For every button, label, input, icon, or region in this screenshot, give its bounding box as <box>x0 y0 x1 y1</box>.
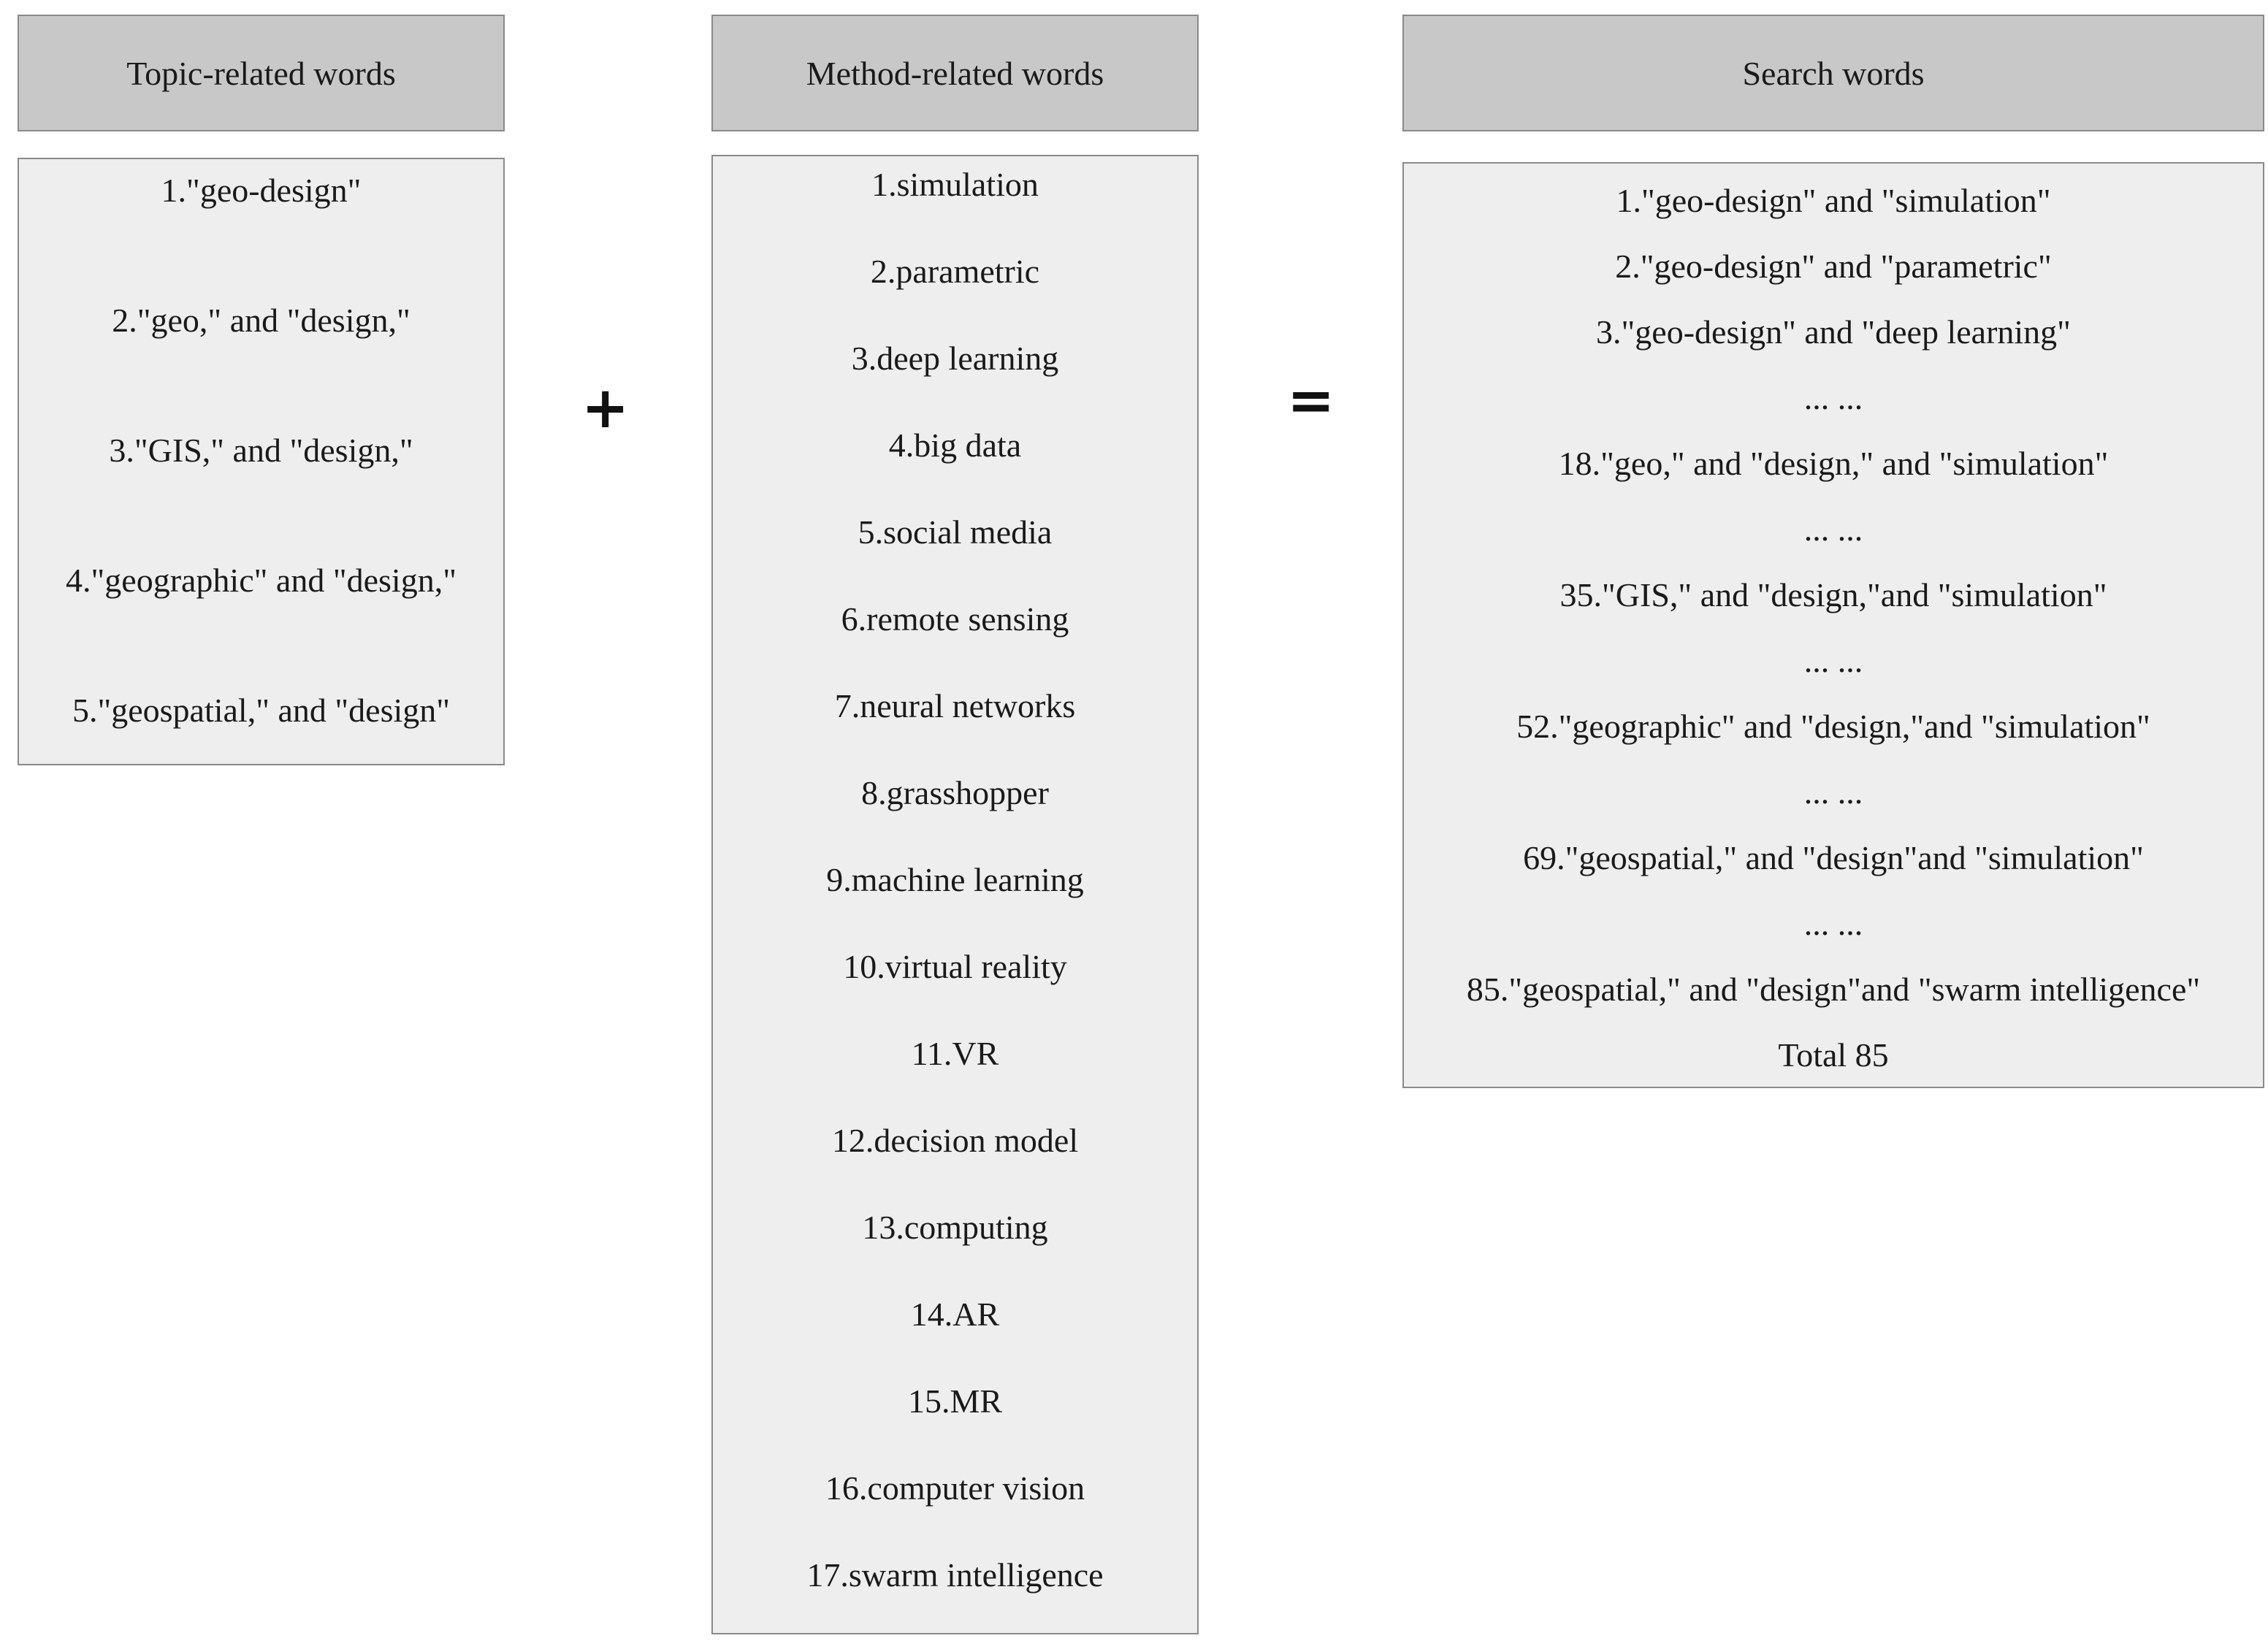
list-item: 52."geographic" and "design,"and "simulation" <box>1516 708 2150 745</box>
search-header <box>1402 15 2264 131</box>
list-item: 10.virtual reality <box>843 948 1067 985</box>
equals-operator: = <box>1287 368 1335 434</box>
list-item: 17.swarm intelligence <box>806 1556 1104 1594</box>
list-item: 2."geo-design" and "parametric" <box>1615 248 2052 285</box>
list-item: 18."geo," and "design," and "simulation" <box>1558 445 2109 482</box>
list-item: 7.neural networks <box>834 687 1076 724</box>
search-header-label: Search words <box>1742 54 1925 92</box>
list-item: ... ... <box>1803 773 1863 811</box>
list-item: ... ... <box>1803 379 1863 416</box>
list-item: 1."geo-design" <box>161 172 362 209</box>
topic-header-label: Topic-related words <box>126 54 396 92</box>
list-item: ... ... <box>1803 642 1863 679</box>
plus-operator: + <box>581 375 630 441</box>
method-header-label: Method-related words <box>806 54 1104 92</box>
topic-list <box>18 158 505 765</box>
list-item: 5."geospatial," and "design" <box>72 692 451 729</box>
list-item: 35."GIS," and "design,"and "simulation" <box>1559 576 2107 613</box>
list-item: 6.remote sensing <box>841 600 1069 638</box>
method-header <box>711 15 1199 131</box>
list-item: ... ... <box>1803 510 1863 548</box>
list-item: 2.parametric <box>870 253 1040 290</box>
total-count: Total 85 <box>1778 1036 1889 1074</box>
list-item: 69."geospatial," and "design"and "simulation" <box>1523 839 2144 876</box>
list-item: 2."geo," and "design," <box>112 302 411 339</box>
list-item: 4."geographic" and "design," <box>66 562 457 599</box>
list-item: ... ... <box>1803 905 1863 942</box>
list-item: 3."GIS," and "design," <box>109 432 413 469</box>
search-list <box>1402 162 2264 1088</box>
topic-header <box>18 15 505 131</box>
list-item: 16.computer vision <box>825 1469 1085 1507</box>
list-item: 1."geo-design" and "simulation" <box>1616 182 2051 219</box>
list-item: 13.computing <box>862 1209 1048 1246</box>
list-item: 85."geospatial," and "design"and "swarm intelligence" <box>1466 971 2201 1008</box>
list-item: 11.VR <box>911 1035 999 1072</box>
list-item: 1.simulation <box>871 166 1039 203</box>
list-item: 14.AR <box>910 1296 1000 1333</box>
method-list <box>711 155 1199 1634</box>
list-item: 9.machine learning <box>826 861 1084 898</box>
list-item: 3.deep learning <box>851 340 1059 377</box>
list-item: 5.social media <box>858 513 1053 551</box>
list-item: 12.decision model <box>831 1122 1079 1159</box>
list-item: 4.big data <box>888 426 1022 464</box>
list-item: 15.MR <box>907 1382 1003 1420</box>
list-item: 3."geo-design" and "deep learning" <box>1596 313 2071 351</box>
list-item: 8.grasshopper <box>861 774 1049 811</box>
